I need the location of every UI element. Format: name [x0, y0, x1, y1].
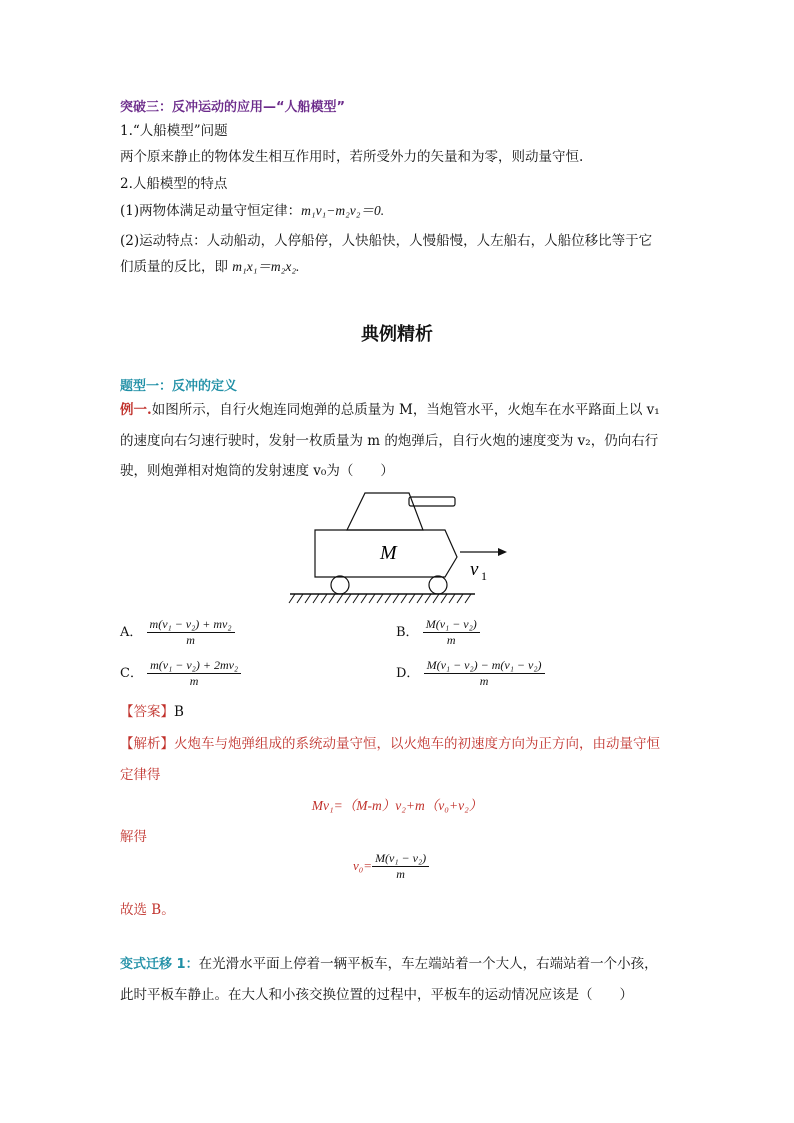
question-line2: 的速度向右匀速行驶时，发射一枚质量为 m 的炮弹后，自行火炮的速度变为 v₂，仍向右行 [120, 433, 659, 449]
point2-line1: (2)运动特点：人动船动，人停船停，人快船快，人慢船慢，人左船右，人船位移比等于它 [120, 233, 653, 249]
option-c-num: m(v₁ − v₂) + 2mv₂ [147, 658, 241, 674]
point1-prefix: (1)两物体满足动量守恒定律： [120, 203, 302, 219]
point2-line2 [120, 257, 299, 277]
option-a-fraction [147, 617, 235, 648]
variant-line2: 此时平板车静止。在大人和小孩交换位置的过程中，平板车的运动情况应该是（ ） [120, 987, 633, 1003]
option-c-fraction [147, 658, 241, 689]
answer-label: 【答案】 [120, 704, 174, 720]
example-label: 例一. [120, 402, 152, 418]
item1-title: 1.“人船模型”问题 [120, 123, 228, 139]
section-heading: 突破三：反冲运动的应用—“人船模型” [120, 100, 346, 115]
point1 [120, 201, 384, 221]
mass-label: M [380, 542, 397, 564]
item2-title: 2.人船模型的特点 [120, 176, 228, 192]
analysis-line2: 定律得 [120, 767, 161, 783]
option-c[interactable] [120, 658, 241, 689]
variant-text1: 在光滑水平面上停着一辆平板车，车左端站着一个大人，右端站着一个小孩， [198, 956, 658, 972]
option-d-fraction [424, 658, 545, 689]
option-a[interactable] [120, 617, 235, 648]
variant-label: 变式迁移 1： [120, 957, 199, 972]
result-num: M(v₁ − v₂) [372, 851, 429, 867]
velocity-subscript: 1 [481, 569, 487, 583]
option-c-label: C． [120, 666, 143, 681]
analysis-result [353, 851, 429, 882]
option-a-den: m [186, 633, 195, 647]
item1-text: 两个原来静止的物体发生相互作用时，若所受外力的矢量和为零，则动量守恒. [120, 149, 584, 165]
option-a-num: m(v₁ − v₂) + mv₂ [147, 617, 235, 633]
analysis-text1: 火炮车与炮弹组成的系统动量守恒，以火炮车的初速度方向为正方向，由动量守恒 [174, 736, 660, 752]
option-b-den: m [446, 633, 456, 647]
right-wheel [429, 576, 447, 594]
answer-value: B [174, 704, 184, 720]
barrel-shape [409, 497, 455, 506]
option-c-den: m [189, 674, 199, 688]
conclusion: 故选 B。 [120, 902, 175, 918]
point1-formula: m₁v₁−m₂v₂＝0. [301, 203, 385, 218]
turret-shape [347, 493, 423, 530]
ground-hatch [289, 594, 471, 603]
result-lhs: v₀= [353, 858, 373, 873]
page-title: 典例精析 [361, 324, 433, 345]
option-a-label: A． [120, 625, 143, 640]
option-d-den: m [479, 674, 489, 688]
analysis-line1 [120, 734, 660, 754]
result-den: m [396, 867, 405, 881]
analysis-label: 【解析】 [120, 736, 174, 752]
left-wheel [331, 576, 349, 594]
option-b-num: M(v₁ − v₂) [423, 617, 480, 633]
option-b[interactable] [396, 617, 480, 648]
arrow-head-icon [498, 548, 507, 556]
option-d-label: D． [396, 666, 420, 681]
cannon-figure [285, 485, 515, 610]
result-fraction [372, 851, 429, 882]
type1-label: 题型一：反冲的定义 [120, 379, 238, 394]
answer-line [120, 702, 184, 722]
option-b-label: B． [396, 625, 419, 640]
point2-prefix: 们质量的反比，即 [120, 259, 233, 275]
question-text1: 如图所示，自行火炮连同炮弹的总质量为 M，当炮管水平，火炮车在水平路面上以 v₁ [151, 402, 660, 418]
question-line1 [120, 400, 660, 420]
option-b-fraction [423, 617, 480, 648]
question-line3: 驶，则炮弹相对炮筒的发射速度 v₀为（ ） [120, 463, 394, 479]
velocity-label: v [470, 559, 479, 580]
analysis-equation: Mv₁=（M-m）v₂+m（v₀+v₂） [311, 798, 483, 813]
point2-formula: m₁x₁＝m₂x₂. [232, 259, 300, 274]
option-d[interactable] [396, 658, 545, 689]
option-d-num: M(v₁ − v₂) − m(v₁ − v₂) [424, 658, 545, 674]
solve-label: 解得 [120, 829, 147, 845]
variant-line1 [120, 954, 658, 975]
